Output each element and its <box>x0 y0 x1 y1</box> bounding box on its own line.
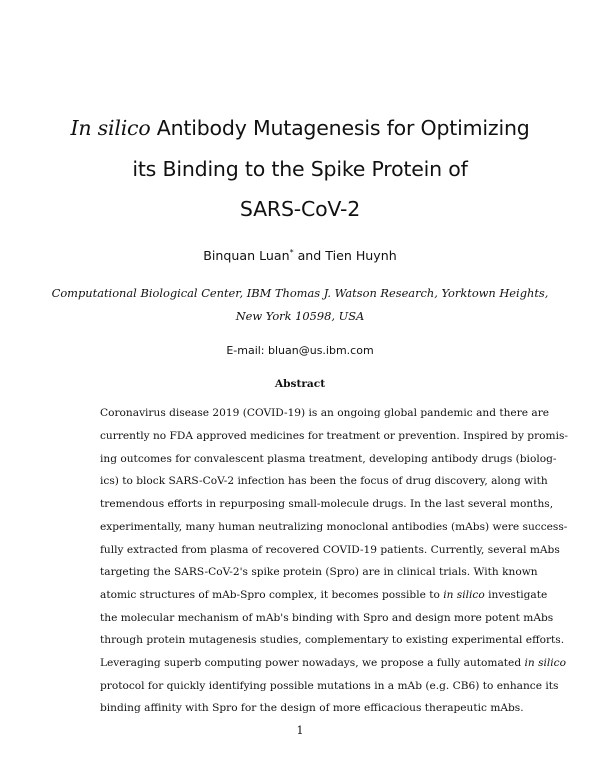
affiliation-line-1: Computational Biological Center, IBM Thomas J. Watson Research, Yorktown Heights, <box>51 286 549 300</box>
abstract-line: protocol for quickly identifying possible mutations in a mAb (e.g. CB6) to enhance its <box>100 680 559 692</box>
paper-title-line-2: its Binding to the Spike Protein of <box>132 157 468 181</box>
corresponding-author-mark: * <box>289 248 294 257</box>
abstract-line: binding affinity with Spro for the design of more efficacious therapeutic mAbs. <box>100 702 524 714</box>
abstract-line: ics) to block SARS-CoV-2 infection has been the focus of drug discovery, along with <box>100 475 548 487</box>
author-second: and Tien Huynh <box>293 248 397 264</box>
abstract-line: through protein mutagenesis studies, complementary to existing experimental efforts. <box>100 634 565 646</box>
in-silico-emphasis: in silico <box>443 589 485 601</box>
in-silico-emphasis: in silico <box>524 657 566 669</box>
title-line-1-rest: Antibody Mutagenesis for Optimizing <box>150 116 530 140</box>
abstract-line: ing outcomes for convalescent plasma treatment, developing antibody drugs (biolog- <box>100 453 557 465</box>
author-list <box>0 248 600 263</box>
abstract-line: targeting the SARS-CoV-2's spike protein (Spro) are in clinical trials. With known <box>100 566 538 578</box>
abstract-line: the molecular mechanism of mAb's binding with Spro and design more potent mAbs <box>100 612 554 624</box>
abstract-line: atomic structures of mAb-Spro complex, it becomes possible to in silico investigate <box>100 589 548 601</box>
title-italic-term: In silico <box>70 116 151 140</box>
abstract-heading: Abstract <box>274 378 326 390</box>
abstract-line: fully extracted from plasma of recovered COVID-19 patients. Currently, several mAbs <box>100 544 560 556</box>
abstract-line: tremendous efforts in repurposing small-molecule drugs. In the last several months, <box>100 498 554 510</box>
affiliation-line-2: New York 10598, USA <box>235 309 365 323</box>
abstract-line: experimentally, many human neutralizing monoclonal antibodies (mAbs) were success- <box>100 521 568 533</box>
abstract-line: Leveraging superb computing power nowadays, we propose a fully automated in silico <box>100 657 566 669</box>
author-first: Binquan Luan <box>203 248 290 264</box>
abstract-line: currently no FDA approved medicines for treatment or prevention. Inspired by promis- <box>100 430 568 442</box>
paper-title-line-1 <box>40 116 560 140</box>
page-number: 1 <box>296 724 304 737</box>
paper-title-line-3: SARS-CoV-2 <box>239 197 361 221</box>
abstract-line: Coronavirus disease 2019 (COVID-19) is an ongoing global pandemic and there are <box>100 407 550 419</box>
contact-email: E-mail: bluan@us.ibm.com <box>226 344 374 357</box>
